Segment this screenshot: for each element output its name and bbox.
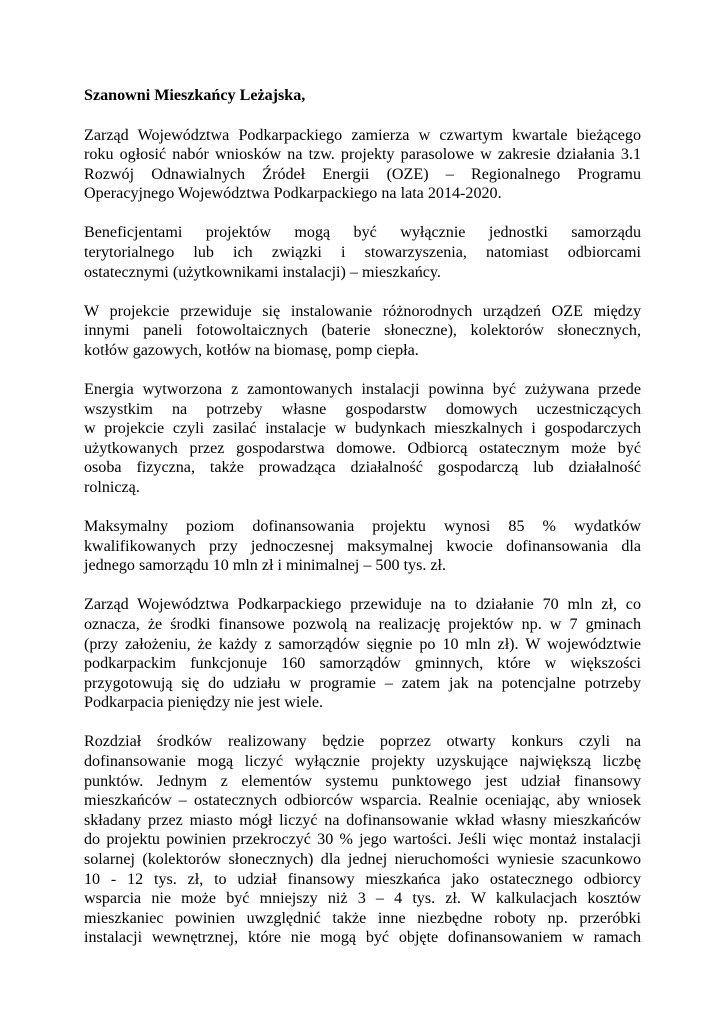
- paragraph-1: [84, 126, 641, 204]
- text-line: Zarząd Województwa Podkarpackiego przewiduje na to działanie 70 mln zł, co: [84, 596, 641, 614]
- text-line: użytkowanych przez gospodarstwa domowe. Odbiorcą ostatecznym może być: [84, 439, 641, 457]
- text-line: Beneficjentami projektów mogą być wyłącznie jednostki samorządu: [84, 224, 641, 242]
- text-line: wszystkim na potrzeby własne gospodarstw domowych uczestniczących: [84, 400, 641, 418]
- text-line: kotłów gazowych, kotłów na biomasę, pomp ciepła.: [84, 341, 419, 359]
- text-line: Maksymalny poziom dofinansowania projektu wynosi 85 % wydatków: [84, 518, 641, 536]
- paragraph-4: [84, 380, 641, 498]
- text-line: innymi paneli fotowoltaicznych (baterie słoneczne), kolektorów słonecznych,: [84, 322, 641, 340]
- paragraph-5: [84, 517, 641, 576]
- letter-body: [84, 86, 641, 967]
- text-line: solarnej (kolektorów słonecznych) dla jednej nieruchomości wyniesie szacunkowo: [84, 851, 641, 868]
- text-line: Energia wytworzona z zamontowanych instalacji powinna być zużywana przede: [84, 381, 641, 399]
- text-line: (przy założeniu, że każdy z samorządów sięgnie po 10 mln zł). W województwie: [84, 635, 641, 653]
- text-line: oznacza, że środki finansowe pozwolą na realizację projektów np. w 7 gminach: [84, 615, 641, 633]
- text-line: roku ogłosić nabór wniosków na tzw. projekty parasolowe w zakresie działania 3.1: [84, 146, 641, 164]
- text-line: przygotowują się do udziału w programie – zatem jak na potencjalne potrzeby: [84, 674, 641, 692]
- text-line: wsparcia nie może być mniejszy niż 3 – 4 tys. zł. W kalkulacjach kosztów: [84, 890, 641, 908]
- paragraph-6: [84, 595, 641, 713]
- text-line: kwalifikowanych przy jednoczesnej maksymalnej kwocie dofinansowania dla: [84, 537, 641, 555]
- paragraph-2: [84, 223, 641, 282]
- text-line: 10 - 12 tys. zł, to udział finansowy mieszkańca jako ostatecznego odbiorcy: [84, 870, 641, 888]
- text-line: Rozdział środków realizowany będzie poprzez otwarty konkurs czyli na: [84, 733, 641, 751]
- text-line: jednego samorządu 10 mln zł i minimalnej – 500 tys. zł.: [84, 557, 447, 575]
- text-line: podkarpackim funkcjonuje 160 samorządów gminnych, które w większości: [84, 655, 641, 673]
- greeting: Szanowni Mieszkańcy Leżajska,: [84, 87, 306, 104]
- text-line: punktów. Jednym z elementów systemu punktowego jest udział finansowy: [84, 772, 641, 790]
- text-line: terytorialnego lub ich związki i stowarzyszenia, natomiast odbiorcami: [84, 244, 641, 262]
- text-line: Zarząd Województwa Podkarpackiego zamierza w czwartym kwartale bieżącego: [84, 126, 641, 144]
- text-line: W projekcie przewiduje się instalowanie różnorodnych urządzeń OZE między: [84, 302, 641, 320]
- text-line: do projektu powinien przekroczyć 30 % jego wartości. Jeśli więc montaż instalacji: [84, 831, 641, 849]
- paragraph-7: [84, 732, 641, 948]
- text-line: mieszkańców – ostatecznych odbiorców wsparcia. Realnie oceniając, aby wniosek: [84, 792, 641, 810]
- text-line: mieszkaniec powinien uwzględnić także inne niezbędne roboty np. przeróbki: [84, 909, 641, 927]
- text-line: instalacji wewnętrznej, które nie mogą być objęte dofinansowaniem w ramach: [84, 929, 641, 947]
- text-line: dofinansowanie mogą liczyć wyłącznie projekty uzyskujące największą liczbę: [84, 753, 641, 771]
- text-line: w projekcie czyli zasilać instalacje w budynkach mieszkalnych i gospodarczych: [84, 420, 641, 438]
- text-line: Rozwój Odnawialnych Źródeł Energii (OZE) – Regionalnego Programu: [84, 165, 641, 183]
- text-line: Podkarpacia pieniędzy nie jest wiele.: [84, 694, 324, 712]
- paragraph-3: [84, 302, 641, 361]
- text-line: Operacyjnego Województwa Podkarpackiego na lata 2014-2020.: [84, 185, 502, 203]
- text-line: składany przez miasto mógł liczyć na dofinansowanie wkład własny mieszkańców: [84, 811, 641, 829]
- text-line: osoba fizyczna, także prowadząca działalność gospodarczą lub działalność: [84, 459, 641, 477]
- text-line: ostatecznymi (użytkownikami instalacji) – mieszkańcy.: [84, 263, 441, 281]
- text-line: rolniczą.: [84, 479, 140, 496]
